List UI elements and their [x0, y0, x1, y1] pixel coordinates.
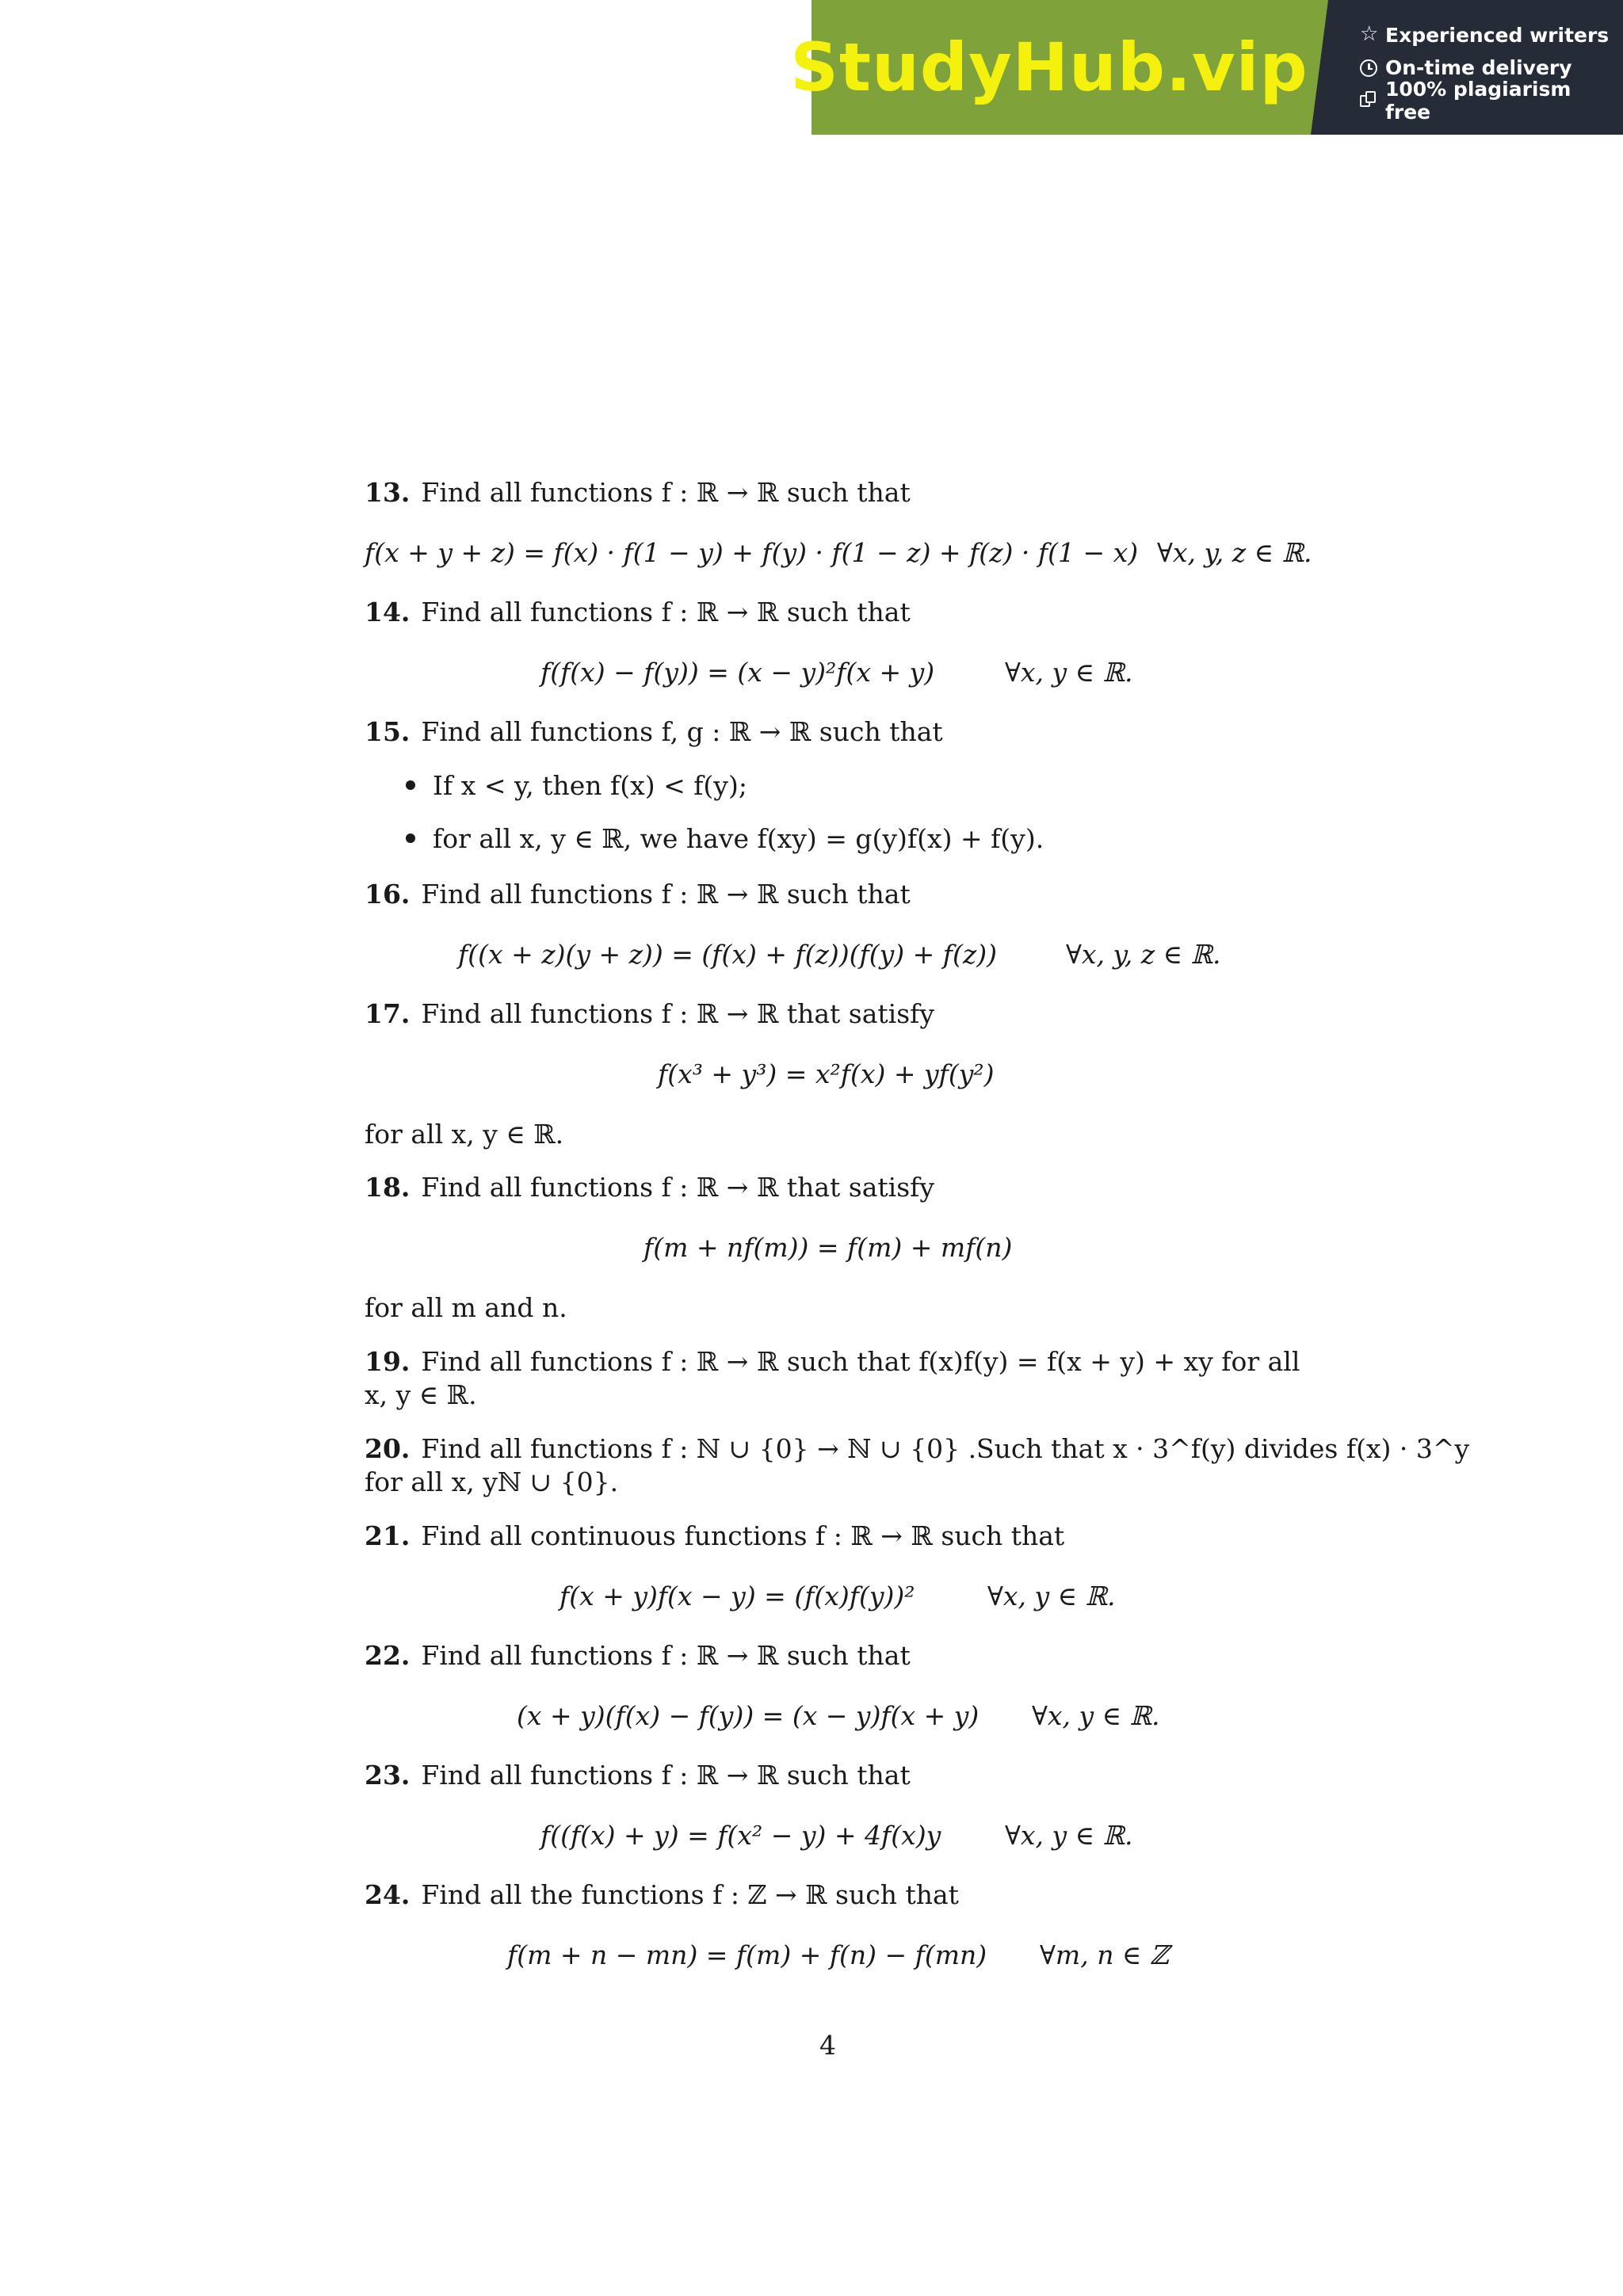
feature-item [1360, 19, 1623, 51]
quantifier-16: ∀x, y, z ∈ ℝ. [1066, 939, 1221, 970]
problem-number: 17. [365, 998, 411, 1029]
problem-14 [365, 595, 911, 630]
problem-number: 22. [365, 1640, 411, 1671]
problem-21 [365, 1519, 1064, 1554]
studyhub-logo: StudyHub.vip [790, 29, 1308, 106]
equation-18: f(m + nf(m)) = f(m) + mf(n) [643, 1232, 1013, 1263]
problem-number: 19. [365, 1346, 411, 1377]
problem-22 [365, 1638, 911, 1673]
problem-18 [365, 1170, 934, 1205]
problem-19-cont: x, y ∈ ℝ. [365, 1379, 477, 1410]
page-number: 4 [819, 2030, 836, 2061]
problem-text: Find all functions f : ℝ → ℝ such that [421, 477, 911, 508]
problem-text: Find all functions f : ℝ → ℝ such that [421, 1640, 911, 1671]
equation-21: f(x + y)f(x − y) = (f(x)f(y))² [559, 1581, 915, 1611]
bullet-text: If x < y, then f(x) < f(y); [433, 770, 747, 801]
problem-text: Find all the functions f : ℤ → ℝ such that [421, 1879, 959, 1910]
problem-text: Find all continuous functions f : ℝ → ℝ such that [421, 1520, 1065, 1551]
problem-text: Find all functions f : ℝ → ℝ such that f(x)f(y) = f(x + y) + xy for all [421, 1346, 1300, 1377]
bullet-dot [406, 833, 415, 843]
problem-text: Find all functions f : ℝ → ℝ such that [421, 597, 911, 627]
problem-13 [365, 475, 911, 510]
quantifier-14: ∀x, y ∈ ℝ. [1005, 657, 1133, 688]
problem-text: Find all functions f : ℝ → ℝ such that [421, 879, 911, 910]
problem-number: 24. [365, 1879, 411, 1910]
problem-number: 15. [365, 716, 411, 747]
problem-text: Find all functions f : ℕ ∪ {0} → ℕ ∪ {0} .Such that x · 3^f(y) divides f(x) · 3^y [421, 1433, 1470, 1464]
problem-number: 14. [365, 597, 411, 627]
problem-number: 18. [365, 1172, 411, 1203]
problem-19 [365, 1344, 1300, 1379]
problem-number: 23. [365, 1760, 411, 1791]
quantifier-21: ∀x, y ∈ ℝ. [987, 1581, 1116, 1611]
problem-24 [365, 1878, 959, 1913]
problem-text: Find all functions f, g : ℝ → ℝ such that [421, 716, 943, 747]
logo-panel[interactable] [790, 0, 1311, 135]
clock-icon [1360, 59, 1377, 77]
problem-text: Find all functions f : ℝ → ℝ such that [421, 1760, 911, 1791]
problem-text: Find all functions f : ℝ → ℝ that satisfy [421, 998, 935, 1029]
equation-13: f(x + y + z) = f(x) · f(1 − y) + f(y) · f(1 − z) + f(z) · f(1 − x) [365, 537, 1139, 568]
problem-number: 21. [365, 1520, 411, 1551]
feature-label: Experienced writers [1385, 24, 1610, 47]
quantifier-23: ∀x, y ∈ ℝ. [1005, 1820, 1133, 1851]
equation-16: f((x + z)(y + z)) = (f(x) + f(z))(f(y) + f(z)) [458, 939, 998, 970]
problem-text: Find all functions f : ℝ → ℝ that satisfy [421, 1172, 935, 1203]
quantifier-22: ∀x, y ∈ ℝ. [1032, 1700, 1160, 1731]
features-panel [1311, 0, 1623, 135]
ad-banner[interactable] [790, 0, 1623, 135]
equation-14: f(f(x) − f(y)) = (x − y)²f(x + y) [540, 657, 935, 688]
problem-15 [365, 715, 943, 749]
problem-18-after: for all m and n. [365, 1292, 567, 1323]
problem-16 [365, 877, 911, 912]
equation-17: f(x³ + y³) = x²f(x) + yf(y²) [658, 1058, 995, 1089]
equation-22: (x + y)(f(x) − f(y)) = (x − y)f(x + y) [517, 1700, 980, 1731]
feature-item [1360, 77, 1623, 124]
equation-24: f(m + n − mn) = f(m) + f(n) − f(mn) [507, 1939, 987, 1970]
problem-number: 13. [365, 477, 411, 508]
copy-icon [1360, 91, 1379, 110]
equation-23: f((f(x) + y) = f(x² − y) + 4f(x)y [540, 1820, 941, 1851]
bullet-item [406, 769, 747, 803]
feature-label: On-time delivery [1385, 56, 1572, 79]
problem-number: 20. [365, 1433, 411, 1464]
quantifier-13: ∀x, y, z ∈ ℝ. [1157, 537, 1312, 568]
star-icon [1360, 26, 1379, 45]
bullet-text: for all x, y ∈ ℝ, we have f(xy) = g(y)f(x) + f(y). [433, 823, 1044, 854]
quantifier-24: ∀m, n ∈ ℤ [1040, 1939, 1169, 1970]
problem-17 [365, 997, 934, 1032]
bullet-item [406, 822, 1044, 856]
problem-20 [365, 1432, 1469, 1466]
problem-20-cont: for all x, yℕ ∪ {0}. [365, 1466, 619, 1497]
feature-label: 100% plagiarism free [1384, 77, 1571, 124]
bullet-dot [406, 780, 415, 790]
problem-23 [365, 1758, 911, 1793]
problem-17-after: for all x, y ∈ ℝ. [365, 1119, 564, 1150]
problem-number: 16. [365, 879, 411, 910]
